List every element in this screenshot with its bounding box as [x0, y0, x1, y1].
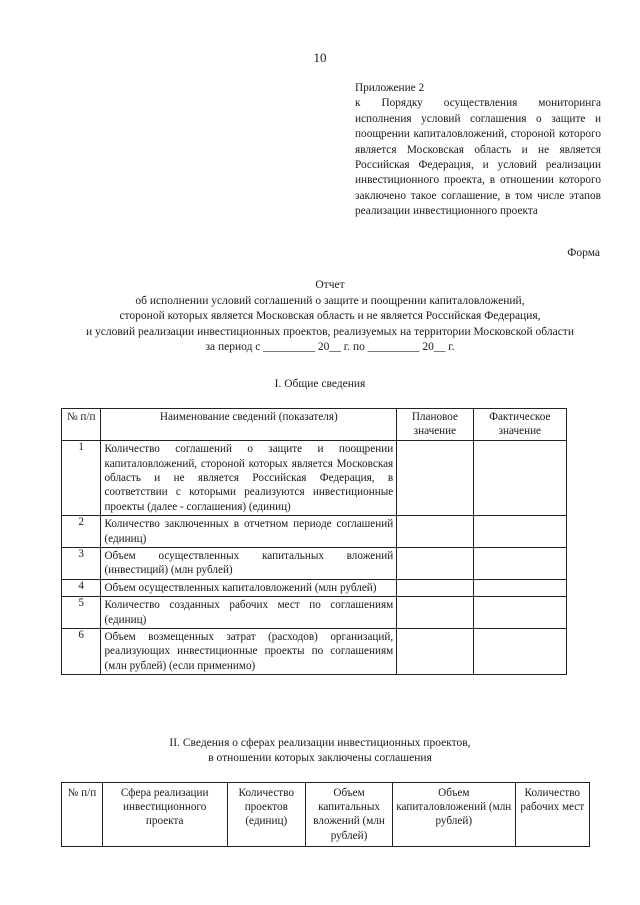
section-1-title: I. Общие сведения: [274, 378, 366, 390]
header-count: Количество проектов (единиц): [227, 783, 306, 847]
section-2-title: [0, 736, 640, 766]
form-label: Форма: [567, 247, 600, 259]
header-fact: Фактическое значение: [473, 409, 566, 441]
row-fact-cell[interactable]: [473, 629, 566, 675]
appendix-title: Приложение 2: [355, 82, 425, 94]
row-num: 3: [62, 548, 101, 580]
header-jobs: Количество рабочих мест: [515, 783, 589, 847]
header-num: № п/п: [62, 409, 101, 441]
row-name: Количество соглашений о защите и поощрении капиталовложений, стороной которых является Московская область и не является Российская Федерация, в соответствии с которыми реализуются инвестиционные проекты (далее - соглашения) (единиц): [101, 441, 397, 516]
table-row: [62, 548, 567, 580]
row-fact-cell[interactable]: [473, 579, 566, 596]
row-fact-cell[interactable]: [473, 441, 566, 516]
report-period: за период с _________ 20__ г. по _________ 20__ г.: [205, 341, 455, 354]
table-row: [62, 597, 567, 629]
row-plan-cell[interactable]: [397, 516, 473, 548]
report-line-1: об исполнении условий соглашений о защите и поощрении капиталовложений,: [135, 294, 525, 307]
row-num: 1: [62, 441, 101, 516]
table-header-row: [62, 409, 567, 441]
report-header: [40, 278, 620, 356]
header-num: № п/п: [62, 783, 103, 847]
row-num: 6: [62, 629, 101, 675]
report-line-2: стороной которых является Московская область и не является Российская Федерация,: [119, 310, 541, 323]
row-name: Количество созданных рабочих мест по соглашениям (единиц): [101, 597, 397, 629]
header-plan: Плановое значение: [397, 409, 473, 441]
row-fact-cell[interactable]: [473, 548, 566, 580]
header-name: Наименование сведений (показателя): [101, 409, 397, 441]
row-name: Количество заключенных в отчетном периоде соглашений (единиц): [101, 516, 397, 548]
table-row: [62, 441, 567, 516]
row-num: 5: [62, 597, 101, 629]
table-row: [62, 629, 567, 675]
header-sphere: Сфера реализации инвестиционного проекта: [102, 783, 227, 847]
appendix-text: к Порядку осуществления мониторинга исполнения условий соглашения о защите и поощрении капиталовложений, стороной которого является Московская область и не является Российская Федерация, и условий реализации инвестиционного проекта, в отношении которого заключено такое соглашение, в том числе этапов реализации инвестиционного проекта: [355, 97, 601, 218]
page-number: 10: [313, 50, 327, 65]
row-name: Объем осуществленных капитальных вложений (инвестиций) (млн рублей): [101, 548, 397, 580]
table-row: [62, 579, 567, 596]
row-plan-cell[interactable]: [397, 597, 473, 629]
section-2-title-line-1: II. Сведения о сферах реализации инвестиционных проектов,: [169, 737, 471, 749]
row-fact-cell[interactable]: [473, 597, 566, 629]
row-num: 4: [62, 579, 101, 596]
row-plan-cell[interactable]: [397, 629, 473, 675]
row-plan-cell[interactable]: [397, 579, 473, 596]
report-title: Отчет: [315, 279, 345, 291]
row-num: 2: [62, 516, 101, 548]
report-line-3: и условий реализации инвестиционных проектов, реализуемых на территории Московской области: [86, 325, 574, 338]
header-capital: Объем капитальных вложений (млн рублей): [306, 783, 393, 847]
table-header-row: [62, 783, 590, 847]
row-plan-cell[interactable]: [397, 548, 473, 580]
spheres-table: [61, 782, 590, 847]
row-name: Объем осуществленных капиталовложений (млн рублей): [101, 579, 397, 596]
row-plan-cell[interactable]: [397, 441, 473, 516]
row-fact-cell[interactable]: [473, 516, 566, 548]
section-2-title-line-2: в отношении которых заключены соглашения: [208, 752, 432, 764]
row-name: Объем возмещенных затрат (расходов) организаций, реализующих инвестиционные проекты по соглашениям (млн рублей) (если применимо): [101, 629, 397, 675]
table-row: [62, 516, 567, 548]
general-info-table: [61, 408, 567, 675]
appendix-block: [355, 81, 601, 220]
header-invest: Объем капиталовложений (млн рублей): [393, 783, 516, 847]
